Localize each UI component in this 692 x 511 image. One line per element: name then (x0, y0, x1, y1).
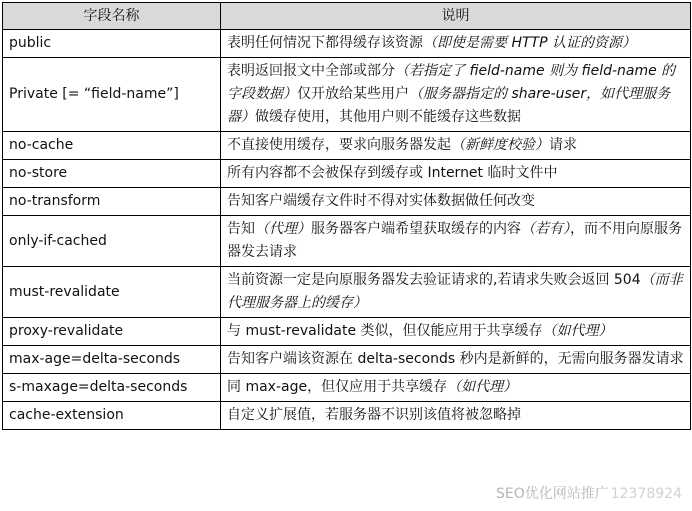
description-text: 所有内容都不会被保存到缓存或 Internet 临时文件中 (227, 165, 558, 181)
field-name-cell: max-age=delta-seconds (3, 346, 221, 374)
field-name-cell: must-revalidate (3, 267, 221, 318)
header-row (3, 3, 691, 30)
description-cell (221, 374, 691, 402)
description-text: 仅开放给某些用户 (297, 86, 409, 102)
field-name-cell: cache-extension (3, 402, 221, 430)
table-row (3, 318, 691, 346)
description-cell (221, 160, 691, 188)
description-note: （而非代理服务器上的缓存） (227, 272, 683, 311)
table-row (3, 346, 691, 374)
description-cell (221, 346, 691, 374)
description-cell (221, 402, 691, 430)
table-row (3, 160, 691, 188)
description-note: （即使是需要 HTTP 认证的资源） (423, 35, 636, 51)
header-description: 说明 (221, 3, 691, 30)
description-cell (221, 132, 691, 160)
description-note: （若指定了 field-name 则为 field-name 的字段数据） (227, 63, 676, 102)
description-text: 告知 (227, 221, 255, 237)
watermark-text: SEO优化网站推广 (495, 486, 609, 502)
table-row (3, 374, 691, 402)
table-header (3, 3, 691, 30)
description-text: 不直接使用缓存，要求向服务器发起 (227, 137, 451, 153)
description-note: （若有） (521, 221, 570, 237)
description-cell (221, 58, 691, 132)
cache-control-table (2, 2, 691, 430)
watermark-id: 12378924 (610, 486, 682, 502)
field-name-cell: public (3, 30, 221, 58)
table-row (3, 30, 691, 58)
description-note: （代理） (255, 221, 311, 237)
description-text: 告知客户端该资源在 delta-seconds 秒内是新鲜的，无需向服务器发请求 (227, 351, 684, 367)
description-text: 告知客户端缓存文件时不得对实体数据做任何改变 (227, 193, 535, 209)
description-text: 表明任何情况下都得缓存该资源 (227, 35, 423, 51)
description-text: 做缓存使用，其他用户则不能缓存这些数据 (255, 109, 521, 125)
description-text: 同 max-age，但仅应用于共享缓存 (227, 379, 448, 395)
field-name-cell: s-maxage=delta-seconds (3, 374, 221, 402)
description-text: 当前资源一定是向原服务器发去验证请求的,若请求失败会返回 504 (227, 272, 641, 288)
description-text: 自定义扩展值，若服务器不识别该值将被忽略掉 (227, 407, 521, 423)
table-row (3, 188, 691, 216)
description-text: 表明返回报文中全部或部分 (227, 63, 395, 79)
description-note: （如代理） (447, 379, 518, 395)
description-note: （如代理） (542, 323, 613, 339)
field-name-cell: only-if-cached (3, 216, 221, 267)
table-row (3, 402, 691, 430)
field-name-cell: no-transform (3, 188, 221, 216)
header-field-name: 字段名称 (3, 3, 221, 30)
description-note: （新鲜度校验） (451, 137, 549, 153)
table-body (3, 30, 691, 430)
watermark (496, 483, 682, 503)
page (2, 2, 690, 430)
table-row (3, 132, 691, 160)
description-text: 与 must-revalidate 类似，但仅能应用于共享缓存 (227, 323, 543, 339)
description-cell (221, 188, 691, 216)
table-row (3, 216, 691, 267)
field-name-cell: Private [= “field-name”] (3, 58, 221, 132)
description-note: （服务器指定的 share-user，如代理服务器） (227, 86, 671, 125)
field-name-cell: no-store (3, 160, 221, 188)
description-text: 请求 (549, 137, 577, 153)
description-cell (221, 30, 691, 58)
description-cell (221, 267, 691, 318)
table-row (3, 58, 691, 132)
description-text: 服务器客户端希望获取缓存的内容 (311, 221, 521, 237)
field-name-cell: no-cache (3, 132, 221, 160)
description-text: ，而不用向原服务器发去请求 (227, 221, 682, 260)
field-name-cell: proxy-revalidate (3, 318, 221, 346)
description-cell (221, 318, 691, 346)
description-cell (221, 216, 691, 267)
table-row (3, 267, 691, 318)
